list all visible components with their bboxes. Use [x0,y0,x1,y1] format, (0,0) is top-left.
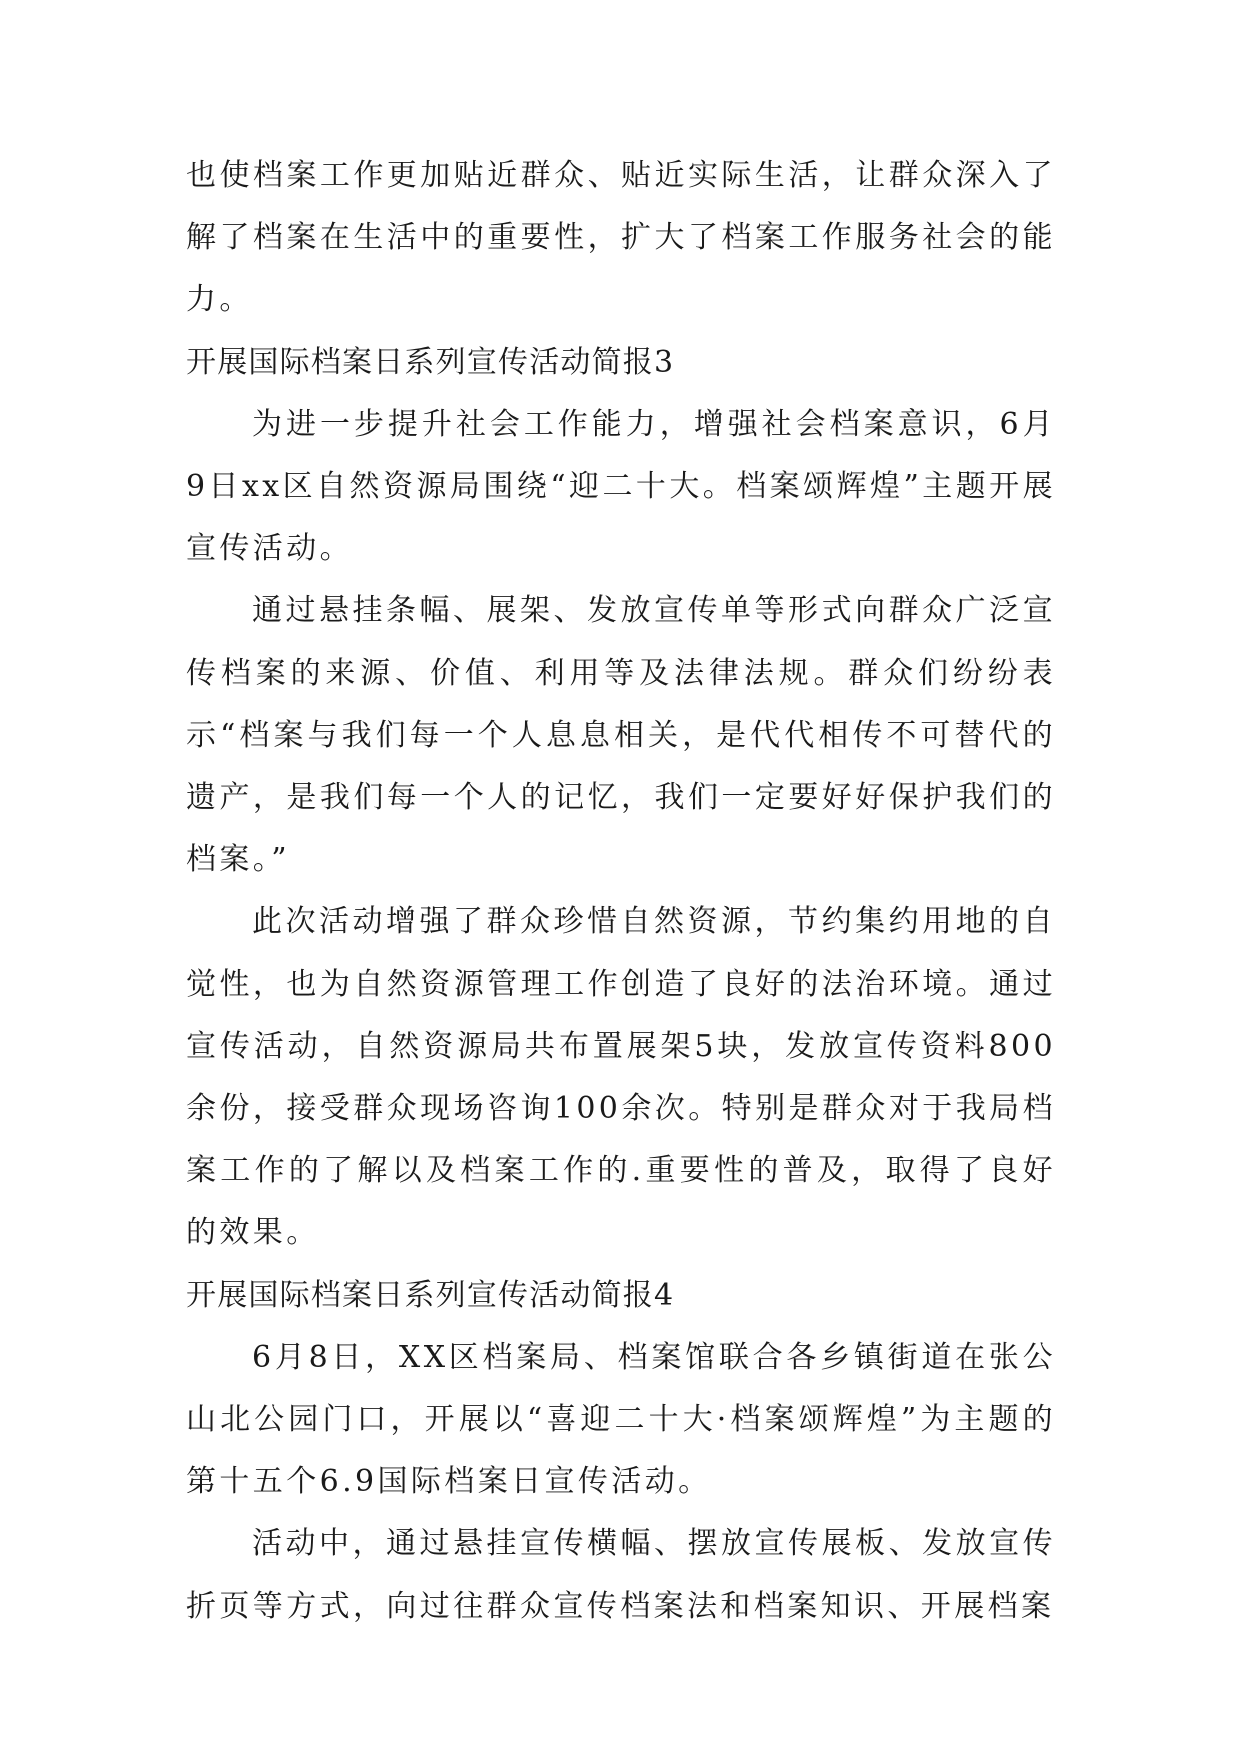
paragraph-methods-3: 通过悬挂条幅、展架、发放宣传单等形式向群众广泛宣传档案的来源、价值、利用等及法律法规。群众们纷纷表示“档案与我们每一个人息息相关，是代代相传不可替代的遗产，是我们每一个人的记忆，我们一定要好好保护我们的档案。” [186,593,1056,878]
paragraph-activities-4: 活动中，通过悬挂宣传横幅、摆放宣传展板、发放宣传折页等方式，向过往群众宣传档案法和档案知识、开展档案 [186,1526,1056,1624]
section-heading-3: 开展国际档案日系列宣传活动简报3 [186,344,675,380]
paragraph-intro-4: 6月8日，XX区档案局、档案馆联合各乡镇街道在张公山北公园门口，开展以“喜迎二十大·档案颂辉煌”为主题的第十五个6.9国际档案日宣传活动。 [186,1339,1056,1500]
paragraph-results-3: 此次活动增强了群众珍惜自然资源，节约集约用地的自觉性，也为自然资源管理工作创造了良好的法治环境。通过宣传活动，自然资源局共布置展架5块，发放宣传资料800余份，接受群众现场咨询100余次。特别是群众对于我局档案工作的了解以及档案工作的.重要性的普及，取得了良好的效果。 [186,904,1056,1251]
paragraph-intro-3: 为进一步提升社会工作能力，增强社会档案意识，6月9日xx区自然资源局围绕“迎二十大。档案颂辉煌”主题开展宣传活动。 [186,406,1056,567]
section-heading-4: 开展国际档案日系列宣传活动简报4 [186,1277,675,1313]
document-body [186,145,1056,1638]
paragraph-continuation: 也使档案工作更加贴近群众、贴近实际生活，让群众深入了解了档案在生活中的重要性，扩大了档案工作服务社会的能力。 [186,158,1056,318]
